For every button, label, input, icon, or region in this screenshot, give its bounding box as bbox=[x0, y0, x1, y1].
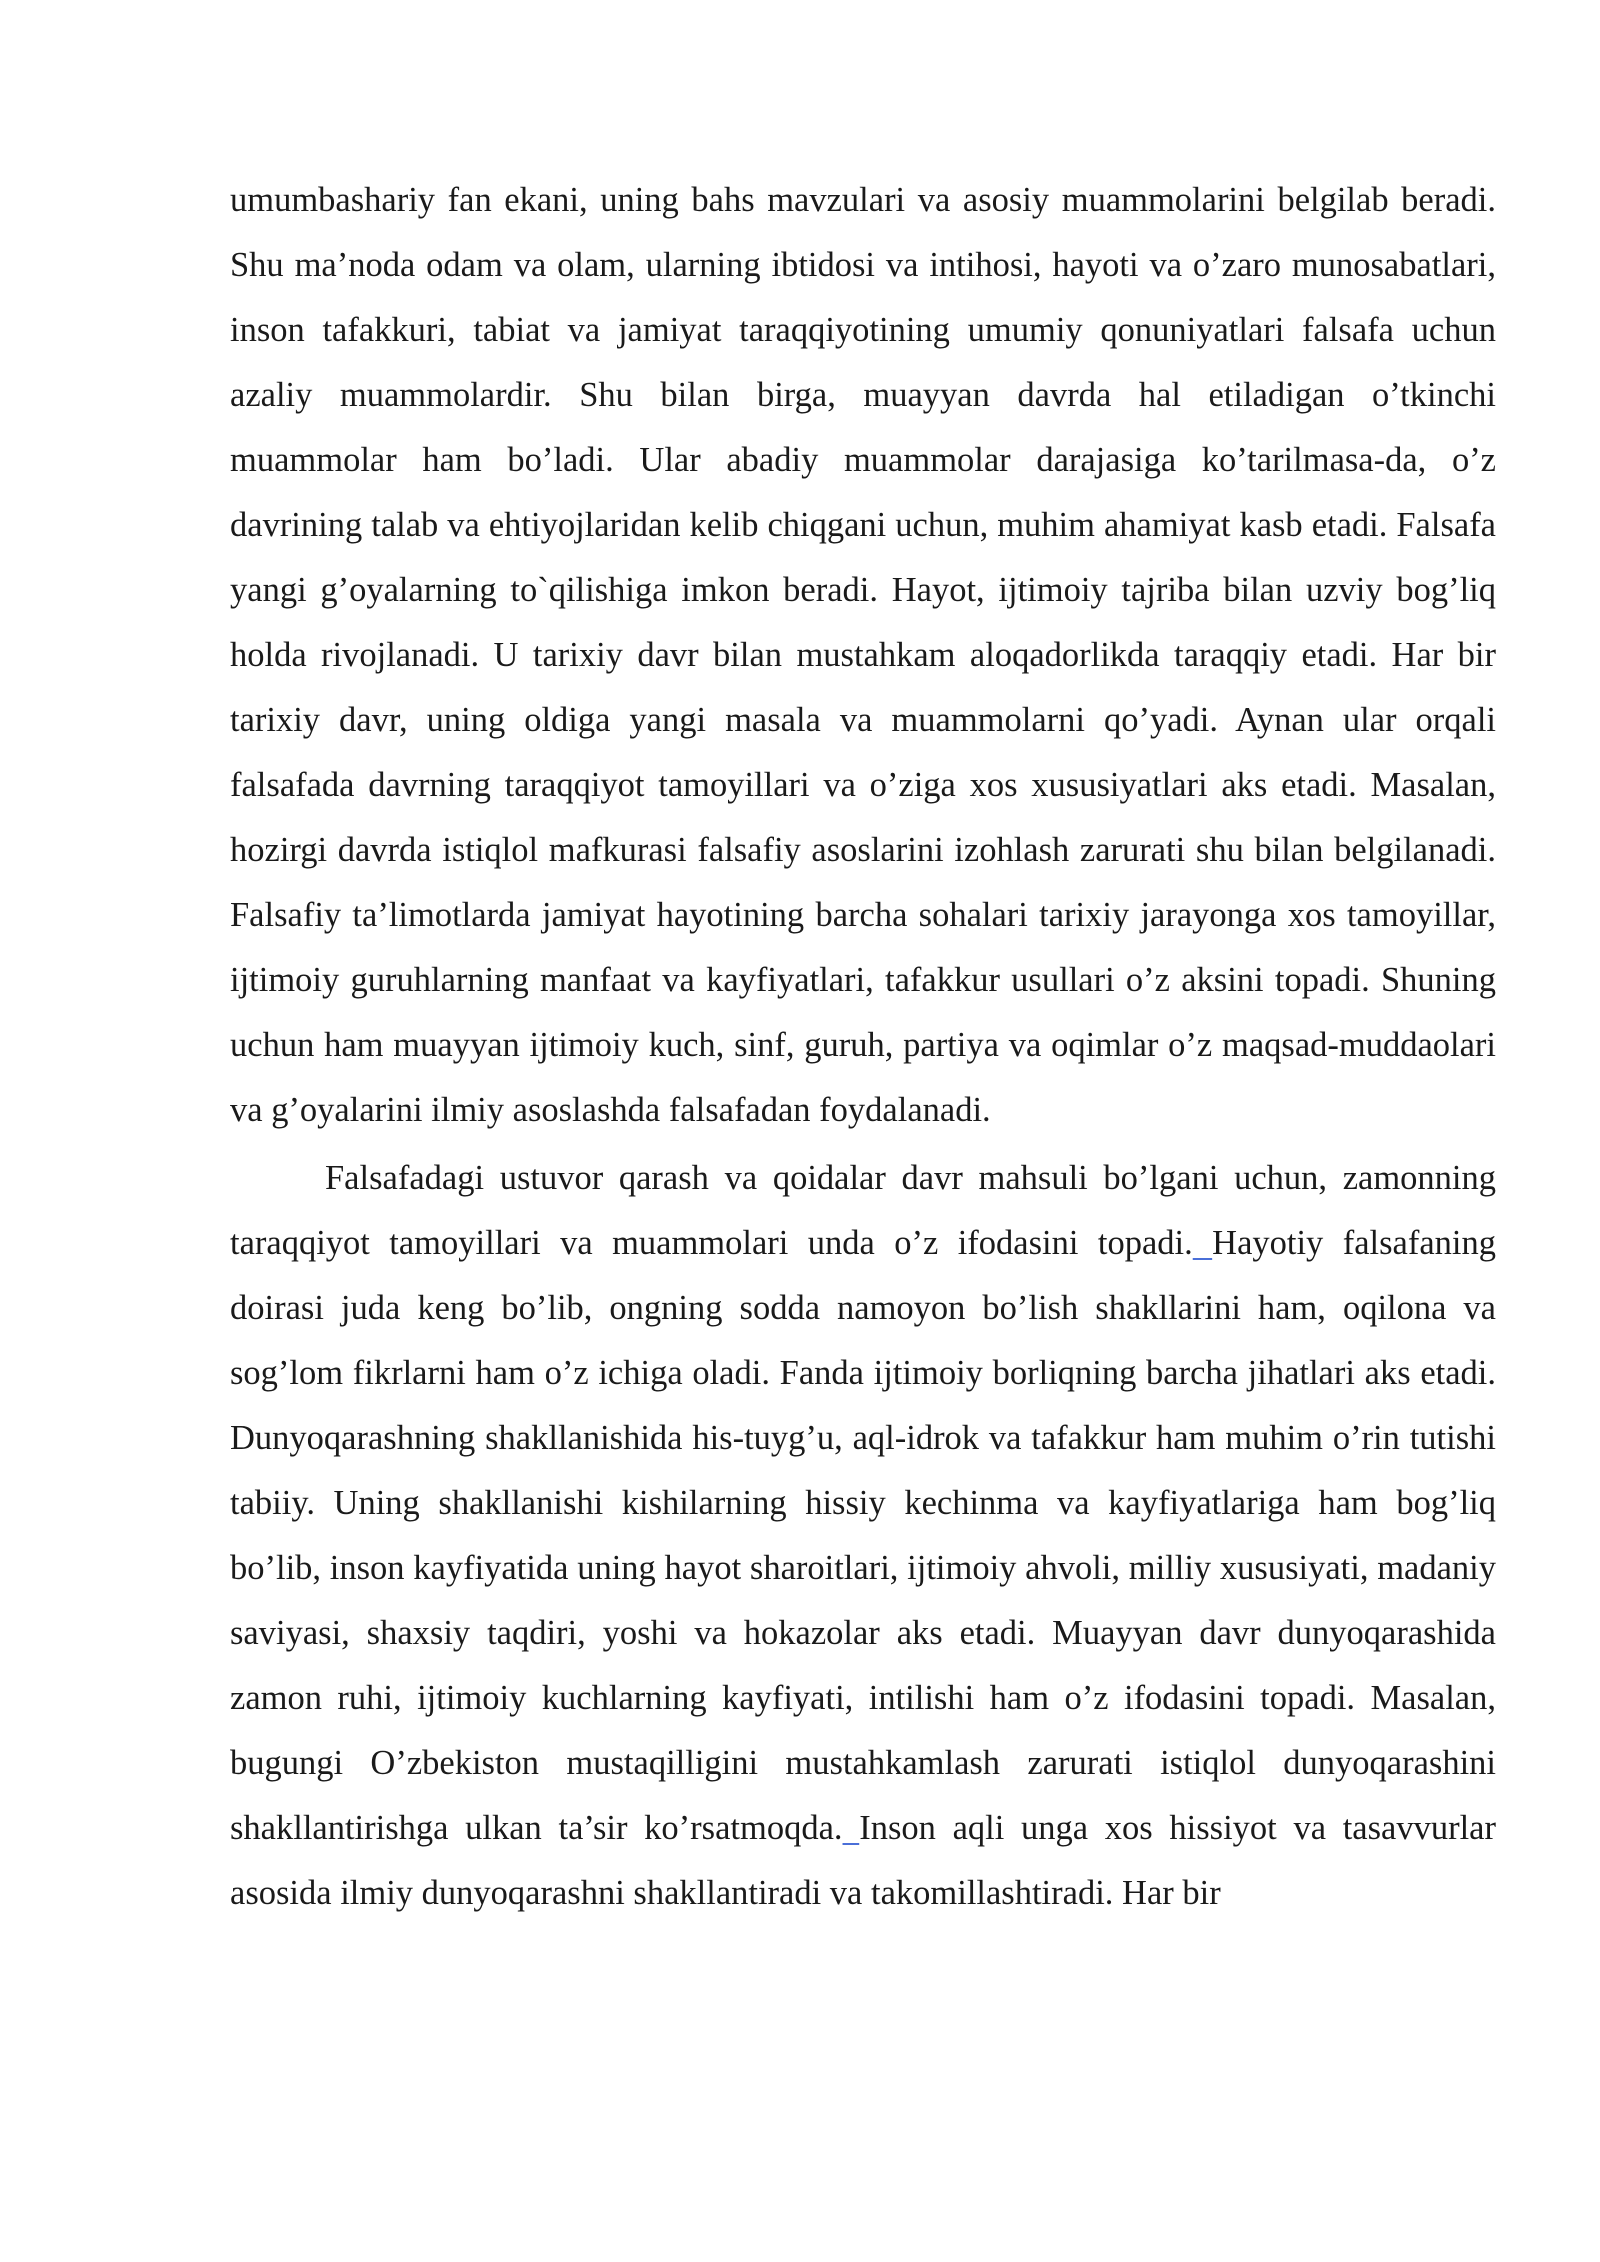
paragraph-2 bbox=[230, 1146, 1496, 1926]
paragraph-1-text-a: umumbashariy fan ekani, uning bahs mavzulari va asosiy muammolarini belgilab beradi. Shu ma’noda odam va olam, ularning ibtidosi va intihosi, hayoti va o’zaro munosabatlari, inson tafakkuri, tabiat va jamiyat taraqqiyotining umumiy qonuniyatlari falsafa uchun azaliy muammolardir. Shu bilan birga, muayyan davrda hal etiladigan o’tkinchi muammolar ham bo’ladi. Ular abadiy muammolar darajasiga ko’tarilmasa-da, o’z davrining talab va ehtiyojlaridan kelib chiqgani uchun, muhim ahamiyat kasb etadi. Falsafa yangi g’oyalarning to`qilishiga imkon beradi. Hayot, ijtimoiy tajriba bilan uzviy bog’liq holda rivojlanadi. U tarixiy davr bilan mustahkam aloqadorlikda taraqqiy etadi. Har bir tarixiy davr, uning oldiga yangi masala va muammolarni qo’yadi. Aynan ular orqali falsafada davrning taraqqiyot tamoyillari va o’ziga xos xususiyatlari aks etadi. Masalan, hozirgi davrda istiqlol mafkurasi falsafiy asoslarini izohlash zarurati shu bilan belgilanadi. bbox=[230, 181, 1496, 869]
paragraph-1 bbox=[230, 168, 1496, 1143]
paragraph-2-text-b: Hayotiy falsafaning doirasi juda keng bo’lib, ongning sodda namoyon bo’lish shakllarini ham, oqilona va sog’lom fikrlarni ham o’z ichiga oladi. Fanda ijtimoiy borliqning barcha jihatlari aks etadi. Dunyoqarashning shakllanishida his-tuyg’u, aql-idrok va tafakkur ham muhim o’rin tutishi tabiiy. Uning shakllanishi kishilarning hissiy kechinma va kayfiyatlariga ham bog’liq bo’lib, inson kayfiyatida uning hayot sharoitlari, ijtimoiy ahvoli, milliy xususiyati, madaniy saviyasi, shaxsiy taqdiri, yoshi va hokazolar aks etadi. Muayyan davr dunyoqarashida zamon ruhi, ijtimoiy kuchlarning kayfiyati, intilishi ham o’z ifodasini topadi. Masalan, bugungi O’zbekiston mustaqilligini mustahkamlash zarurati istiqlol dunyoqarashini shakllantirishga ulkan ta’sir ko’rsatmoqda. bbox=[230, 1224, 1496, 1847]
document-body bbox=[230, 168, 1496, 1926]
paragraph-2-text-c: Inson aqli unga xos hissiyot va tasavvurlar asosida ilmiy dunyoqarashni shakllantiradi va takomillashtiradi. Har bir bbox=[230, 1809, 1496, 1912]
link-marker[interactable] bbox=[843, 1809, 860, 1847]
link-marker[interactable] bbox=[1193, 1224, 1212, 1262]
paragraph-1-text-b: Falsafiy ta’limotlarda jamiyat hayotining barcha sohalari tarixiy jarayonga xos tamoyillar, ijtimoiy guruhlarning manfaat va kayfiyatlari, tafakkur usullari o’z aksini topadi. Shuning uchun ham muayyan ijtimoiy kuch, sinf, guruh, partiya va oqimlar o’z maqsad-muddaolari va g’oyalarini ilmiy asoslashda falsafadan foydalanadi. bbox=[230, 896, 1496, 1129]
paragraph-2-text-a: Falsafadagi ustuvor qarash va qoidalar davr mahsuli bo’lgani uchun, zamonning taraqqiyot tamoyillari va muammolari unda o’z ifodasini topadi. bbox=[230, 1159, 1496, 1262]
